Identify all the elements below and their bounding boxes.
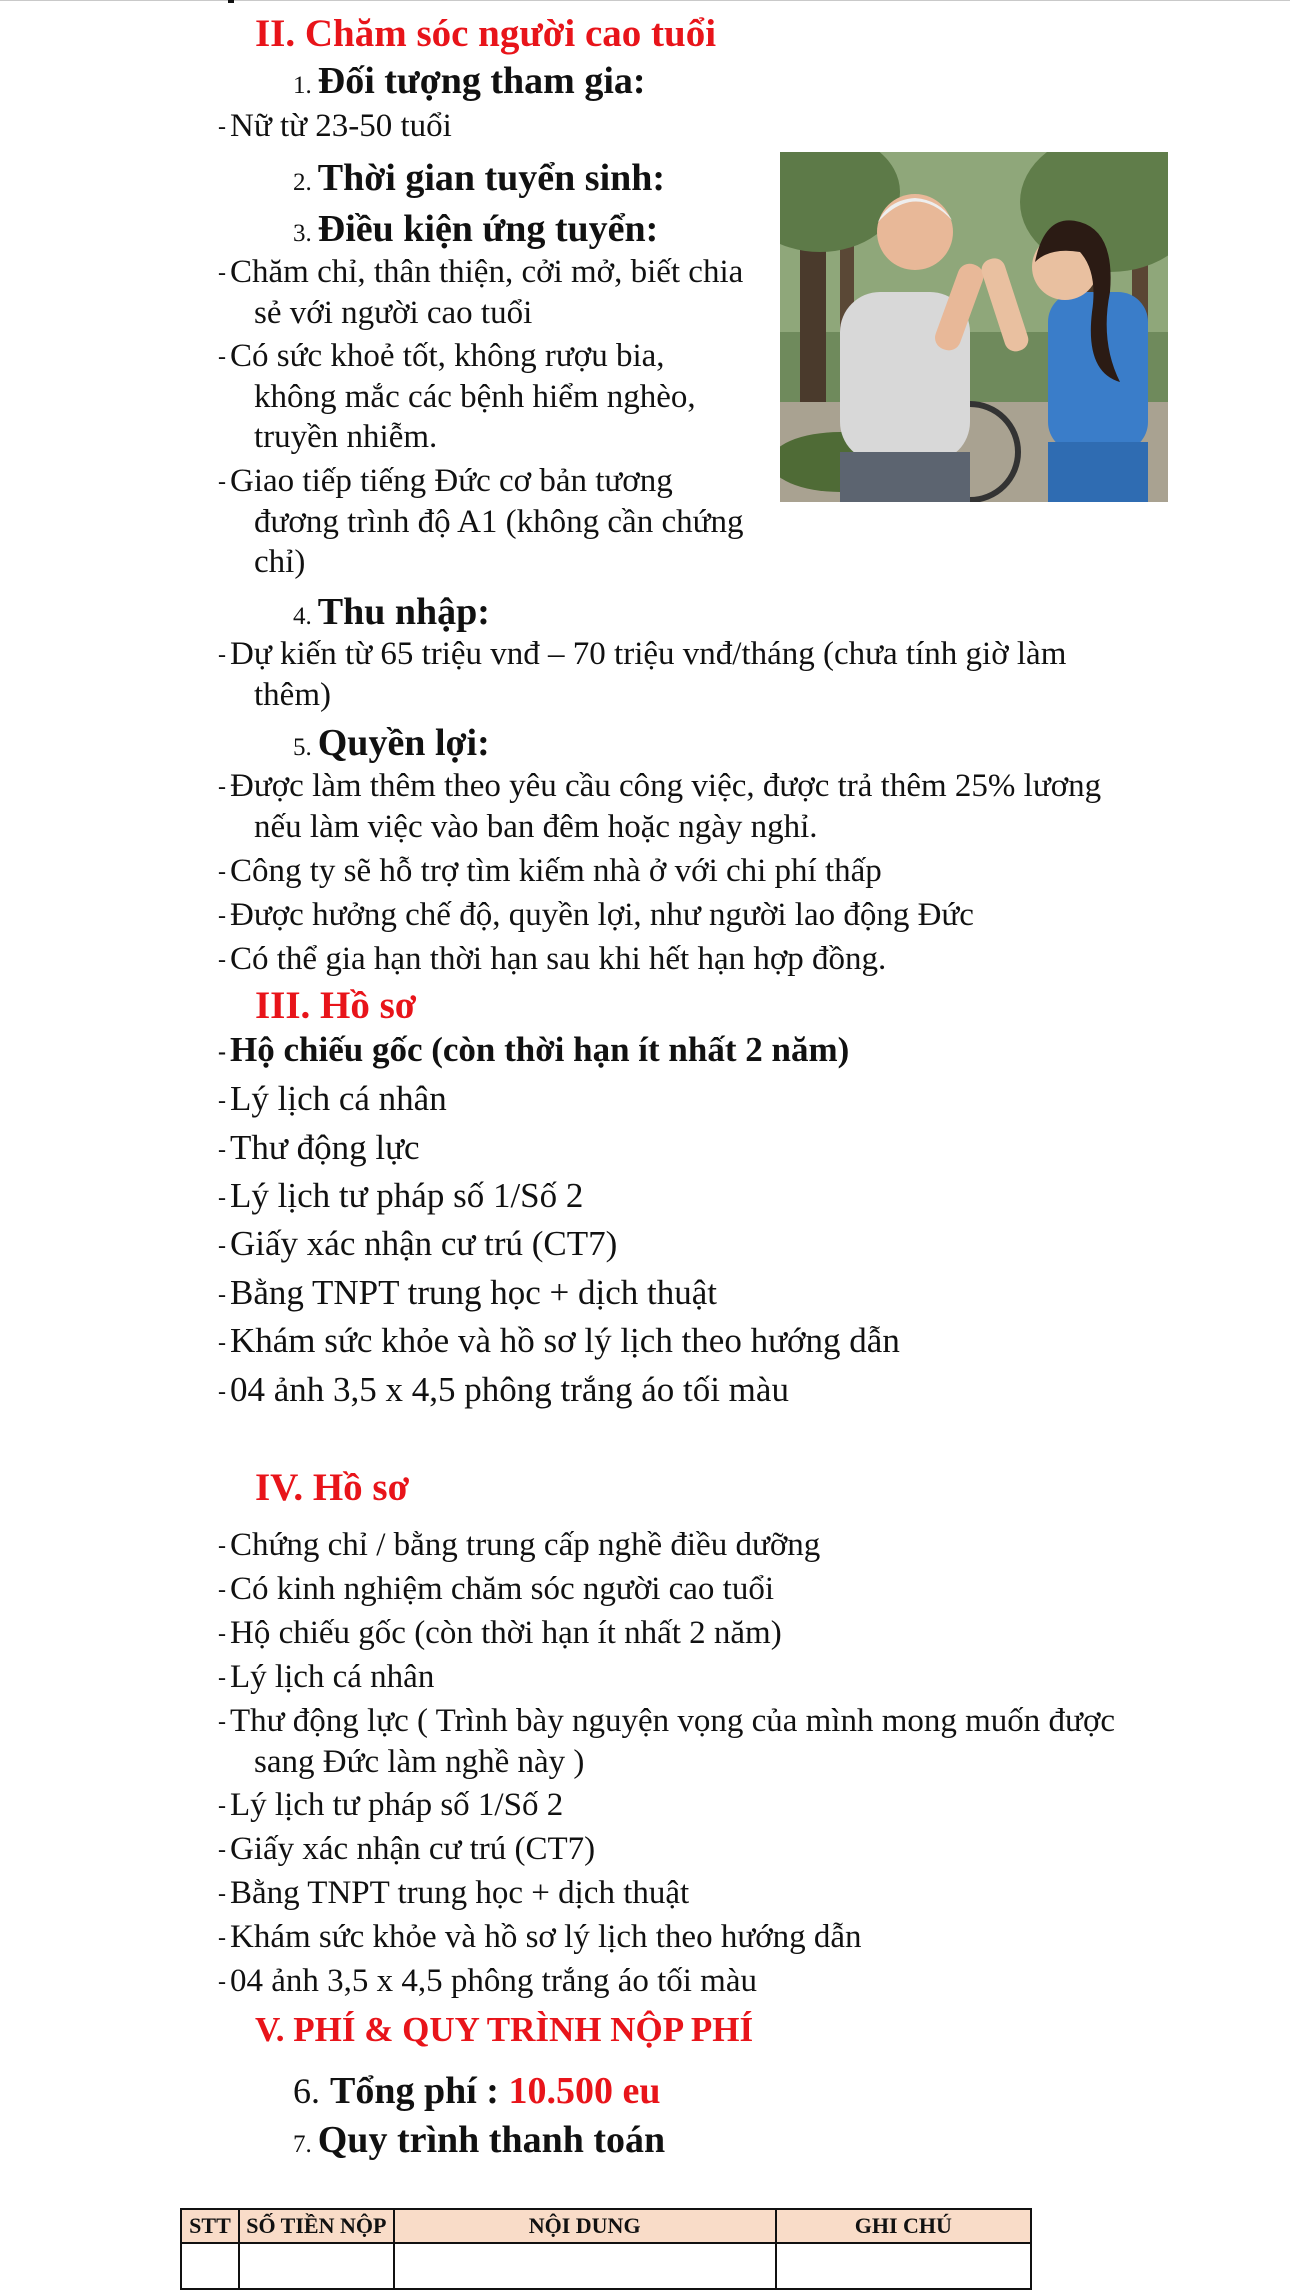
- bullet-condition-2: - Có sức khoẻ tốt, không rượu bia, không mắc các bệnh hiểm nghèo, truyền nhiễm.: [218, 338, 696, 455]
- bullet-iv-6: - Lý lịch tư pháp số 1/Số 2: [218, 1787, 564, 1823]
- subheading-number: 1.: [293, 72, 312, 99]
- subheading-label: Quyền lợi:: [317, 722, 490, 764]
- subheading-number: 4.: [293, 603, 312, 630]
- bullet-docs-photos: - 04 ảnh 3,5 x 4,5 phông trắng áo tối màu: [218, 1370, 789, 1409]
- subheading-label: Đối tượng tham gia:: [317, 60, 646, 102]
- table-header-cell: NỘI DUNG: [394, 2209, 776, 2243]
- bullet-iv-2: - Có kinh nghiệm chăm sóc người cao tuổi: [218, 1571, 775, 1607]
- table-cell: [394, 2243, 776, 2289]
- bullet-docs-residence: - Giấy xác nhận cư trú (CT7): [218, 1224, 618, 1263]
- subheading-label: Quy trình thanh toán: [317, 2119, 666, 2161]
- bullet-income: - Dự kiến từ 65 triệu vnđ – 70 triệu vnđ/tháng (chưa tính giờ làm thêm): [218, 636, 1067, 713]
- total-fee-value: 10.500 eu: [508, 2070, 661, 2112]
- subheading-income: [293, 593, 490, 631]
- subheading-participants: [293, 62, 646, 100]
- bullet-benefit-2: - Công ty sẽ hỗ trợ tìm kiếm nhà ở với chi phí thấp: [218, 853, 882, 889]
- bullet-docs-cv: - Lý lịch cá nhân: [218, 1079, 447, 1118]
- section-ii-heading: II. Chăm sóc người cao tuổi: [255, 12, 717, 55]
- page-top-border: [0, 0, 1290, 1]
- bullet-benefit-3: - Được hưởng chế độ, quyền lợi, như người lao động Đức: [218, 897, 974, 933]
- subheading-number: 2.: [293, 169, 312, 196]
- bullet-iv-1: - Chứng chỉ / bằng trung cấp nghề điều dưỡng: [218, 1527, 821, 1563]
- bullet-iv-9: - Khám sức khỏe và hồ sơ lý lịch theo hướng dẫn: [218, 1919, 862, 1955]
- bullet-iv-3: - Hộ chiếu gốc (còn thời hạn ít nhất 2 năm): [218, 1615, 782, 1651]
- table-header-cell: STT: [181, 2209, 239, 2243]
- bullet-docs-criminal-record: - Lý lịch tư pháp số 1/Số 2: [218, 1176, 584, 1215]
- table-cell: [181, 2243, 239, 2289]
- section-iii-heading: III. Hồ sơ: [255, 984, 417, 1027]
- bullet-iv-4: - Lý lịch cá nhân: [218, 1659, 435, 1695]
- total-fee-line: [293, 2072, 660, 2110]
- subheading-benefits: [293, 724, 490, 762]
- section-v-heading: V. PHÍ & QUY TRÌNH NỘP PHÍ: [255, 2010, 754, 2049]
- bullet-iv-10: - 04 ảnh 3,5 x 4,5 phông trắng áo tối màu: [218, 1963, 758, 1999]
- bullet-docs-motivation: - Thư động lực: [218, 1128, 420, 1167]
- bullet-iv-7: - Giấy xác nhận cư trú (CT7): [218, 1831, 596, 1867]
- bullet-condition-3: - Giao tiếp tiếng Đức cơ bản tương đương trình độ A1 (không cần chứng chỉ): [218, 463, 744, 580]
- subheading-label: Thu nhập:: [317, 591, 490, 633]
- bullet-iv-5: - Thư động lực ( Trình bày nguyện vọng của mình mong muốn được sang Đức làm nghề này ): [218, 1703, 1116, 1780]
- table-header-row: [181, 2209, 1031, 2243]
- bullet-docs-passport: - Hộ chiếu gốc (còn thời hạn ít nhất 2 năm): [218, 1030, 850, 1069]
- bullet-target: - Nữ từ 23-50 tuổi: [218, 108, 452, 144]
- total-fee-label: Tổng phí :: [330, 2070, 499, 2112]
- subheading-number: 5.: [293, 734, 312, 761]
- subheading-label: Thời gian tuyển sinh:: [317, 157, 666, 199]
- subheading-number: 3.: [293, 220, 312, 247]
- bullet-docs-health: - Khám sức khỏe và hồ sơ lý lịch theo hướng dẫn: [218, 1321, 900, 1360]
- subheading-payment-process: [293, 2121, 665, 2159]
- bullet-iv-8: - Bằng TNPT trung học + dịch thuật: [218, 1875, 690, 1911]
- caregiver-photo: [780, 152, 1168, 502]
- table-cell: [239, 2243, 394, 2289]
- subheading-label: Điều kiện ứng tuyển:: [317, 208, 659, 250]
- subheading-number: 7.: [293, 2131, 312, 2158]
- table-row: [181, 2243, 1031, 2289]
- subheading-enrollment-time: [293, 159, 665, 197]
- subheading-number: 6.: [293, 2071, 320, 2111]
- bullet-benefit-4: - Có thể gia hạn thời hạn sau khi hết hạn hợp đồng.: [218, 941, 887, 977]
- bullet-benefit-1: - Được làm thêm theo yêu cầu công việc, được trả thêm 25% lương nếu làm việc vào ban đêm hoặc ngày nghỉ.: [218, 768, 1102, 845]
- section-iv-heading: IV. Hồ sơ: [255, 1466, 410, 1509]
- payment-table: [180, 2208, 1032, 2290]
- table-header-cell: GHI CHÚ: [776, 2209, 1031, 2243]
- page-top-mark: [228, 0, 234, 3]
- table-header-cell: SỐ TIỀN NỘP: [239, 2209, 394, 2243]
- bullet-docs-diploma: - Bằng TNPT trung học + dịch thuật: [218, 1273, 718, 1312]
- subheading-conditions: [293, 210, 658, 248]
- bullet-condition-1: - Chăm chỉ, thân thiện, cởi mở, biết chia sẻ với người cao tuổi: [218, 254, 744, 331]
- table-cell: [776, 2243, 1031, 2289]
